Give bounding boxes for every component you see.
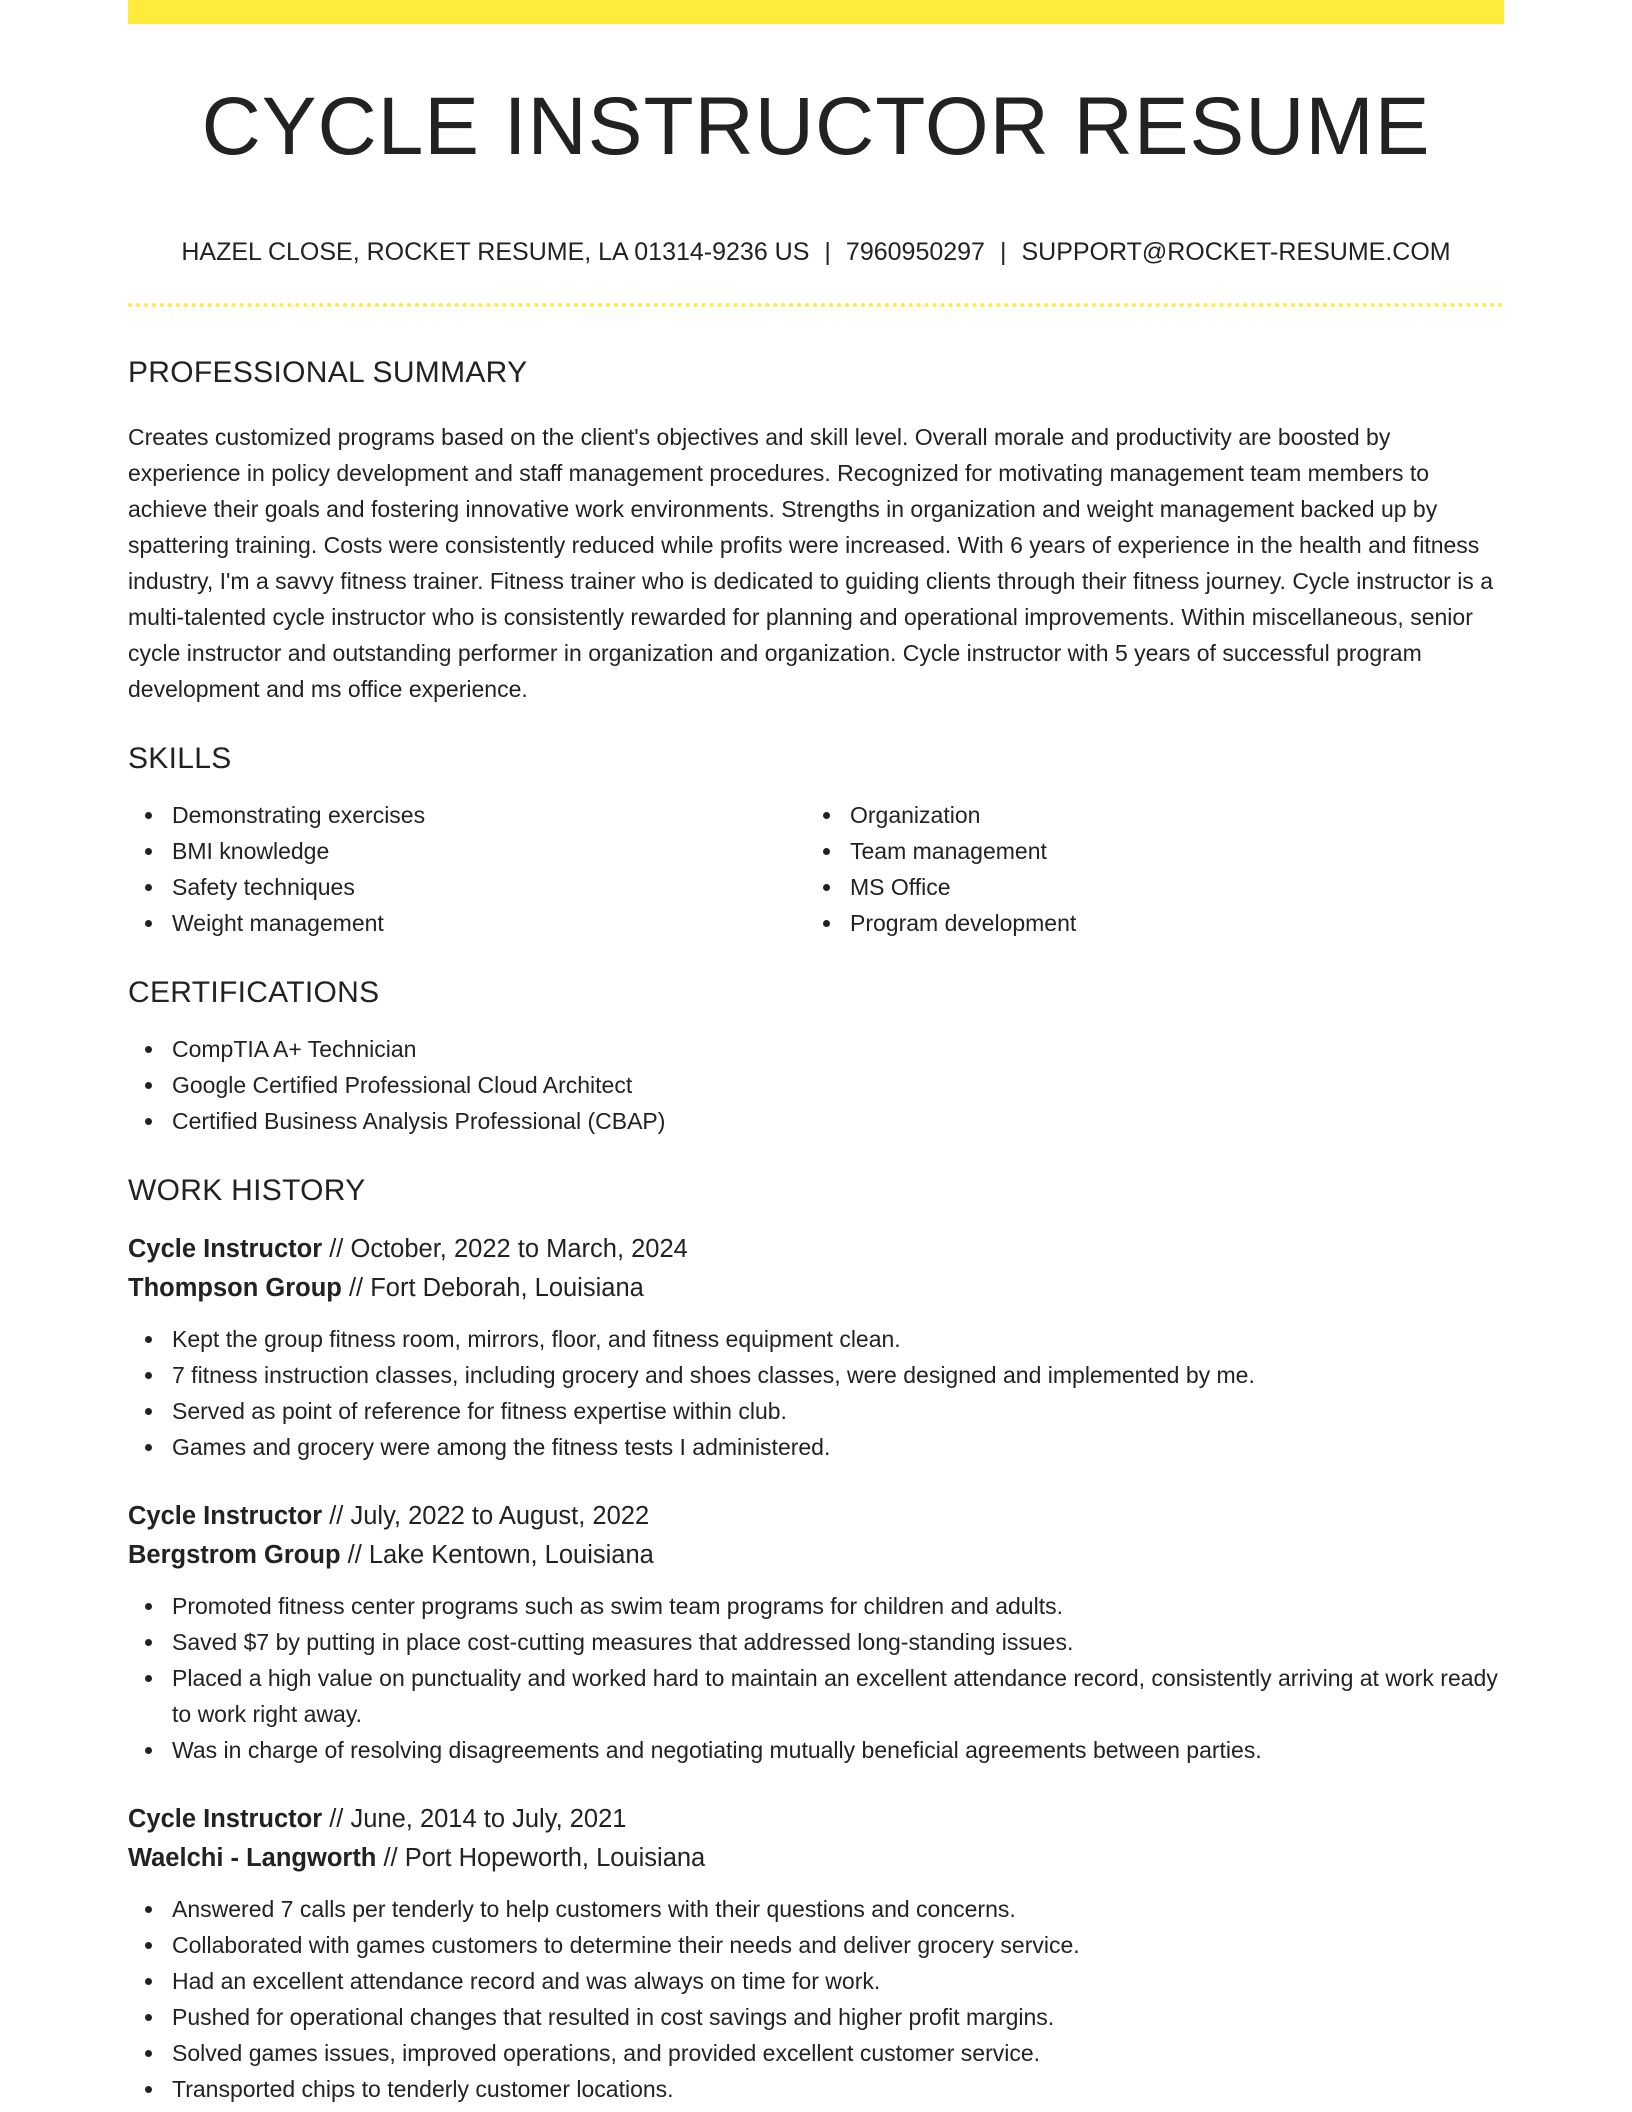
resume-page	[128, 0, 1504, 2107]
job-duty-item: Had an excellent attendance record and was always on time for work.	[128, 1963, 1504, 1999]
job-duty-item: Kept the group fitness room, mirrors, floor, and fitness equipment clean.	[128, 1321, 1504, 1357]
job-company-line	[128, 1269, 1504, 1308]
job-duties-list	[128, 1588, 1504, 1768]
skill-item: Safety techniques	[128, 869, 806, 905]
top-accent-bar	[128, 0, 1504, 24]
skill-item: Program development	[806, 905, 1484, 941]
job-entry-2	[128, 1497, 1504, 1768]
dotted-divider	[128, 303, 1504, 307]
job-duty-item: Was in charge of resolving disagreements and negotiating mutually beneficial agreements between parties.	[128, 1732, 1504, 1768]
job-duty-item: Solved games issues, improved operations, and provided excellent customer service.	[128, 2035, 1504, 2071]
skill-item: Weight management	[128, 905, 806, 941]
contact-separator: |	[999, 238, 1007, 266]
skill-item: BMI knowledge	[128, 833, 806, 869]
job-duty-item: 7 fitness instruction classes, including grocery and shoes classes, were designed and implemented by me.	[128, 1357, 1504, 1393]
skill-item: Team management	[806, 833, 1484, 869]
job-duties-list	[128, 1891, 1504, 2107]
skill-item: MS Office	[806, 869, 1484, 905]
job-entry-1	[128, 1230, 1504, 1465]
certification-item: Certified Business Analysis Professional (CBAP)	[128, 1103, 1504, 1139]
job-role: Cycle Instructor	[128, 1235, 323, 1263]
job-duty-item: Answered 7 calls per tenderly to help customers with their questions and concerns.	[128, 1891, 1504, 1927]
job-location: // Fort Deborah, Louisiana	[341, 1274, 644, 1302]
job-entry-3	[128, 1800, 1504, 2107]
job-duty-item: Placed a high value on punctuality and worked hard to maintain an excellent attendance record, consistently arriving at work ready to work right away.	[128, 1660, 1504, 1732]
certifications-list	[128, 1031, 1504, 1139]
job-location: // Port Hopeworth, Louisiana	[376, 1844, 706, 1872]
job-duty-item: Saved $7 by putting in place cost-cutting measures that addressed long-standing issues.	[128, 1624, 1504, 1660]
skills-grid	[128, 797, 1504, 941]
certification-item: Google Certified Professional Cloud Architect	[128, 1067, 1504, 1103]
contact-line	[128, 240, 1504, 265]
job-company: Waelchi - Langworth	[128, 1844, 377, 1872]
resume-title: CYCLE INSTRUCTOR RESUME	[201, 81, 1431, 172]
skills-heading: SKILLS	[128, 742, 232, 775]
job-role: Cycle Instructor	[128, 1502, 323, 1530]
job-dates: // July, 2022 to August, 2022	[322, 1502, 650, 1530]
skills-list-right	[806, 797, 1484, 941]
work-history-heading: WORK HISTORY	[128, 1174, 366, 1207]
job-duty-item: Served as point of reference for fitness expertise within club.	[128, 1393, 1504, 1429]
job-duty-item: Transported chips to tenderly customer locations.	[128, 2071, 1504, 2107]
job-duty-item: Pushed for operational changes that resulted in cost savings and higher profit margins.	[128, 1999, 1504, 2035]
skills-list-left	[128, 797, 806, 941]
summary-heading: PROFESSIONAL SUMMARY	[128, 356, 528, 389]
skill-item: Demonstrating exercises	[128, 797, 806, 833]
contact-separator: |	[824, 238, 831, 266]
job-company: Thompson Group	[128, 1274, 342, 1302]
contact-phone[interactable]: 7960950297	[845, 238, 985, 266]
job-company-line	[128, 1839, 1504, 1878]
job-role-line	[128, 1800, 1504, 1839]
job-role-line	[128, 1230, 1504, 1269]
job-dates: // June, 2014 to July, 2021	[322, 1805, 627, 1833]
job-dates: // October, 2022 to March, 2024	[322, 1235, 688, 1263]
contact-email[interactable]: SUPPORT@ROCKET-RESUME.COM	[1021, 238, 1451, 266]
job-duties-list	[128, 1321, 1504, 1465]
job-duty-item: Games and grocery were among the fitness tests I administered.	[128, 1429, 1504, 1465]
job-role: Cycle Instructor	[128, 1805, 323, 1833]
job-location: // Lake Kentown, Louisiana	[340, 1541, 654, 1569]
job-duty-item: Collaborated with games customers to determine their needs and deliver grocery service.	[128, 1927, 1504, 1963]
summary-text: Creates customized programs based on the client's objectives and skill level. Overall morale and productivity are boosted by experience in policy development and staff management procedures. Recognized for motivating management team members to achieve their goals and fostering innovative work environments. Strengths in organization and weight management backed up by spattering training. Costs were consistently reduced while profits were increased. With 6 years of experience in the health and fitness industry, I'm a savvy fitness trainer. Fitness trainer who is dedicated to guiding clients through their fitness journey. Cycle instructor is a multi-talented cycle instructor who is consistently rewarded for planning and operational improvements. Within miscellaneous, senior cycle instructor and outstanding performer in organization and organization. Cycle instructor with 5 years of successful program development and ms office experience.	[128, 424, 1493, 702]
job-company-line	[128, 1536, 1504, 1575]
job-role-line	[128, 1497, 1504, 1536]
certification-item: CompTIA A+ Technician	[128, 1031, 1504, 1067]
skill-item: Organization	[806, 797, 1484, 833]
contact-address: HAZEL CLOSE, ROCKET RESUME, LA 01314-9236 US	[181, 238, 810, 266]
job-company: Bergstrom Group	[128, 1541, 341, 1569]
job-duty-item: Promoted fitness center programs such as swim team programs for children and adults.	[128, 1588, 1504, 1624]
certifications-heading: CERTIFICATIONS	[128, 976, 380, 1009]
